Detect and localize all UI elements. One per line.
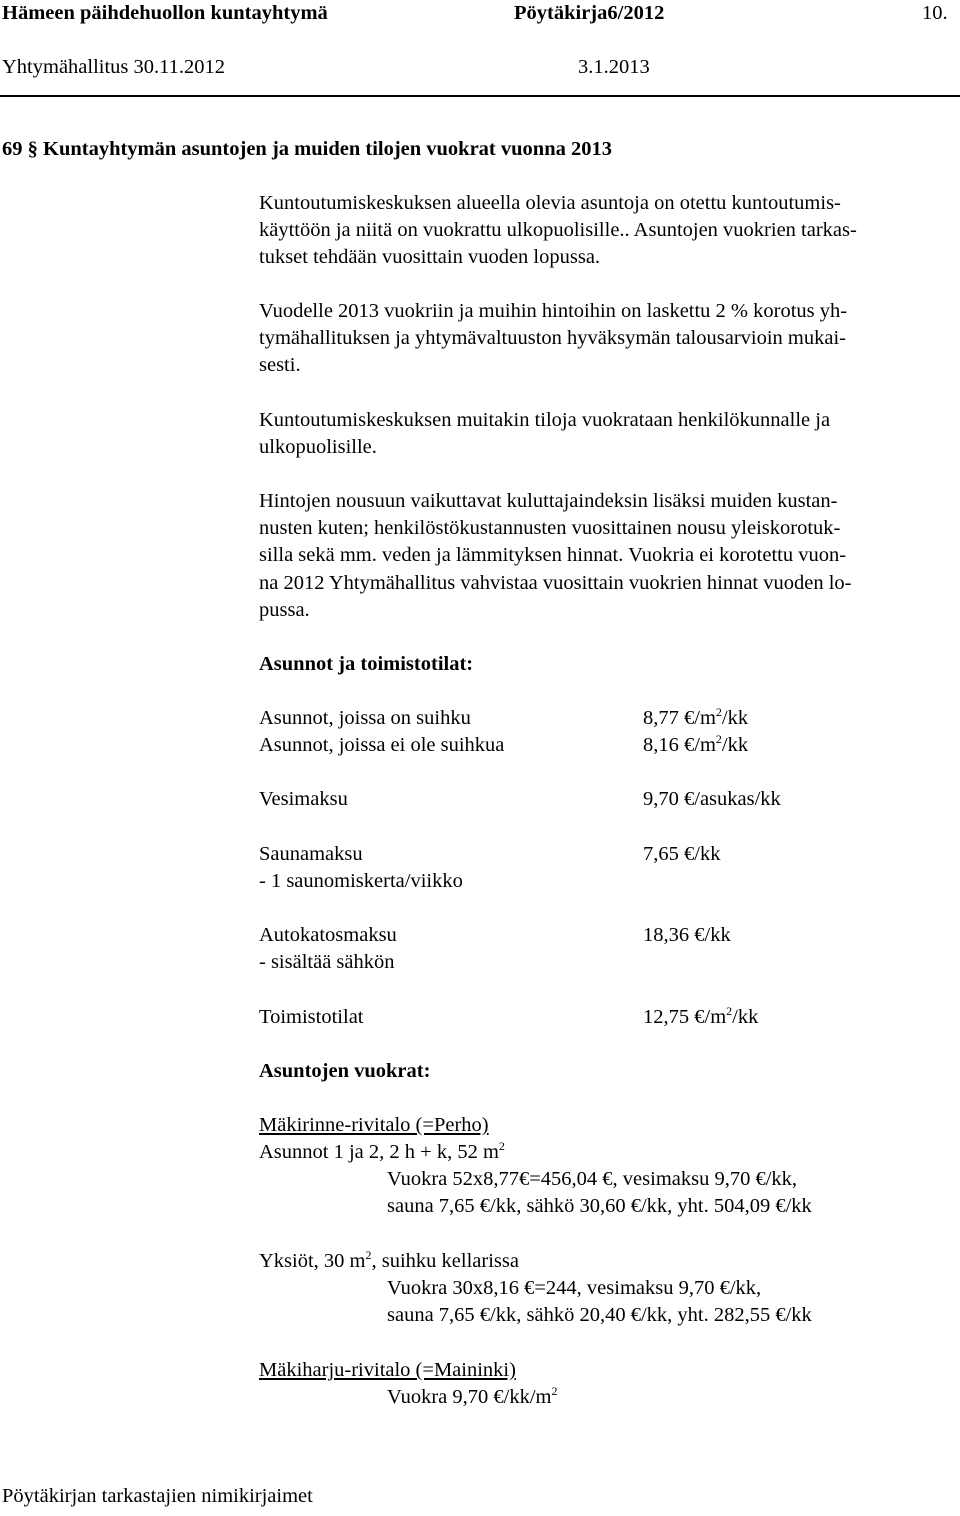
- rent-line: Vuokra 52x8,77€=456,04 €, vesimaksu 9,70 €/kk,: [387, 1168, 798, 1190]
- header-rule: [0, 95, 960, 97]
- price-label: Asunnot, joissa on suihku: [259, 707, 471, 729]
- price-label: Autokatosmaksu: [259, 924, 397, 946]
- price-value: 8,77 $€/m^2/kk$: [643, 705, 749, 729]
- price-label: Asunnot, joissa ei ole suihkua: [259, 734, 505, 756]
- paragraph-4: [259, 488, 959, 624]
- price-value: 7,65 €/kk: [643, 843, 721, 865]
- rents-heading: Asuntojen vuokrat:: [259, 1060, 431, 1082]
- price-value: 9,70 €/asukas/kk: [643, 788, 781, 810]
- price-value: 18,36 €/kk: [643, 924, 731, 946]
- paragraph-2: [259, 298, 959, 380]
- paragraph-line: na 2012 Yhtymähallitus vahvistaa vuosittain vuokrien hinnat vuoden lo-: [259, 571, 852, 594]
- apartment-description: Asunnot 1 ja 2, 2 h + k, 52 $m^2$: [259, 1139, 505, 1163]
- paragraph-line: Kuntoutumiskeskuksen alueella olevia asuntoja on otettu kuntoutumis-: [259, 192, 841, 214]
- rent-line: Vuokra 9,70 $€/kk/m^2$: [387, 1384, 558, 1408]
- price-note: - 1 saunomiskerta/viikko: [259, 870, 463, 892]
- price-label: Vesimaksu: [259, 788, 348, 810]
- price-note: - sisältää sähkön: [259, 951, 395, 973]
- paragraph-line: silla sekä mm. veden ja lämmityksen hinnat. Vuokria ei korotettu vuon-: [259, 544, 847, 567]
- price-value: 8,16 $€/m^2/kk$: [643, 732, 749, 756]
- paragraph-line: tukset tehdään vuosittain vuoden lopussa.: [259, 246, 601, 269]
- paragraph-line: nusten kuten; henkilöstökustannusten vuosittainen nousu yleiskorotuk-: [259, 517, 841, 540]
- price-value: 12,75 $€/m^2/kk$: [643, 1004, 759, 1028]
- document-number: Pöytäkirja6/2012: [514, 2, 665, 24]
- footer-initials-label: Pöytäkirjan tarkastajien nimikirjaimet: [2, 1485, 313, 1507]
- building-title-maininki: Mäkiharju-rivitalo (=Maininki): [259, 1359, 516, 1381]
- paragraph-1: [259, 190, 959, 272]
- paragraph-line: Hintojen nousuun vaikuttavat kuluttajaindeksin lisäksi muiden kustan-: [259, 490, 838, 512]
- rent-line: sauna 7,65 €/kk, sähkö 30,60 €/kk, yht. 504,09 €/kk: [387, 1195, 812, 1217]
- paragraph-3: [259, 407, 959, 461]
- document-date: 3.1.2013: [578, 56, 650, 78]
- price-label: Toimistotilat: [259, 1006, 364, 1028]
- org-name: Hämeen päihdehuollon kuntayhtymä: [2, 2, 328, 24]
- rent-line: Vuokra 30x8,16 €=244, vesimaksu 9,70 €/kk,: [387, 1277, 762, 1299]
- meeting-label: Yhtymähallitus 30.11.2012: [2, 56, 226, 78]
- page-number: 10.: [922, 2, 948, 24]
- paragraph-line: pussa.: [259, 598, 310, 621]
- building-title-perho: Mäkirinne-rivitalo (=Perho): [259, 1114, 489, 1136]
- premises-heading: Asunnot ja toimistotilat:: [259, 653, 474, 675]
- rent-line: sauna 7,65 €/kk, sähkö 20,40 €/kk, yht. 282,55 €/kk: [387, 1304, 812, 1326]
- paragraph-line: sesti.: [259, 354, 301, 377]
- paragraph-line: käyttöön ja niitä on vuokrattu ulkopuolisille.. Asuntojen vuokrien tarkas-: [259, 219, 857, 242]
- paragraph-line: ulkopuolisille.: [259, 436, 377, 459]
- price-label: Saunamaksu: [259, 843, 363, 865]
- paragraph-line: Vuodelle 2013 vuokriin ja muihin hintoihin on laskettu 2 % korotus yh-: [259, 300, 848, 322]
- paragraph-line: Kuntoutumiskeskuksen muitakin tiloja vuokrataan henkilökunnalle ja: [259, 409, 831, 431]
- apartment-description: Yksiöt, 30 $m^2$, suihku kellarissa: [259, 1248, 519, 1272]
- paragraph-line: tymähallituksen ja yhtymävaltuuston hyväksymän talousarvioin mukai-: [259, 327, 846, 350]
- section-title: 69 § Kuntayhtymän asuntojen ja muiden tilojen vuokrat vuonna 2013: [2, 138, 612, 160]
